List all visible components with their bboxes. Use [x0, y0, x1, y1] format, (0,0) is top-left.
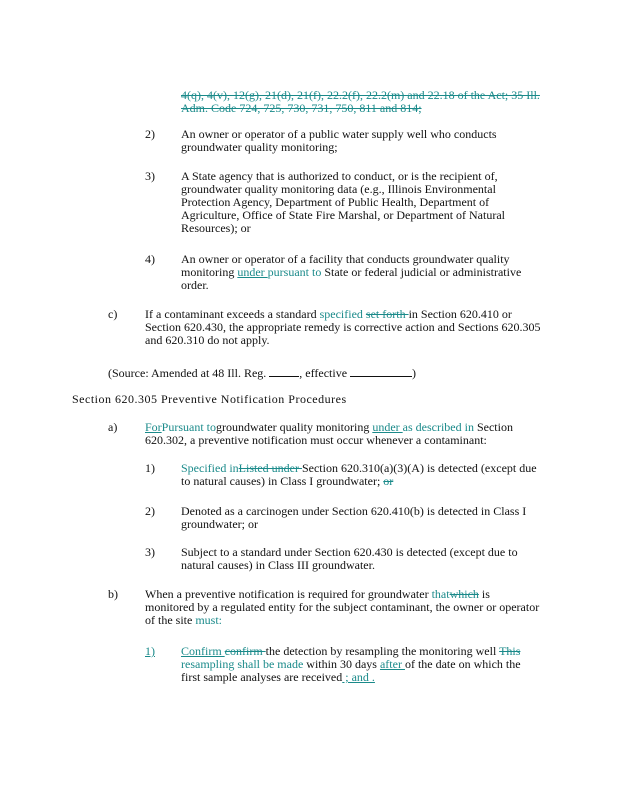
inserted-text: Specified in	[181, 461, 239, 475]
list-item-text: Resources); or	[181, 221, 251, 235]
list-item-text: to natural causes) in Class I groundwater; or	[181, 474, 394, 488]
deleted-text-line: Adm. Code 724, 725, 730, 731, 750, 811 and 814;	[181, 101, 422, 115]
source-note: (Source: Amended at 48 Ill. Reg. , effective )	[108, 366, 417, 380]
list-item-text: An owner or operator of a facility that conducts groundwater quality	[181, 252, 510, 266]
inserted-text: under	[237, 265, 268, 279]
deleted-text: Listed under	[238, 461, 302, 475]
list-item-text: resampling shall be made within 30 days after of the date on which the	[181, 657, 521, 671]
inserted-text: pursuant to	[267, 265, 325, 279]
inserted-text: that	[431, 587, 450, 601]
list-item-text: Protection Agency, Department of Public Health, Department of	[181, 195, 490, 209]
list-number: 1)	[145, 461, 155, 475]
list-item-text: If a contaminant exceeds a standard specified set forth in Section 620.410 or	[145, 307, 512, 321]
list-number: 2)	[145, 127, 155, 141]
list-item-text: monitoring under pursuant to State or federal judicial or administrative	[181, 265, 522, 279]
inserted-text: as described in	[402, 420, 477, 434]
inserted-text: ; and .	[342, 670, 375, 684]
deleted-text: confirm	[224, 644, 266, 658]
deleted-text: or	[383, 474, 394, 488]
list-item-text: natural causes) in Class III groundwater.	[181, 558, 375, 572]
list-number: 3)	[145, 169, 155, 183]
list-number: 3)	[145, 545, 155, 559]
blank-line	[350, 365, 412, 377]
list-item-text: first sample analyses are received ; and .	[181, 670, 375, 684]
list-item-text: Confirm confirm the detection by resampling the monitoring well This	[181, 644, 521, 658]
inserted-text: under	[372, 420, 403, 434]
list-item-text: ForPursuant togroundwater quality monitoring under as described in Section	[145, 420, 513, 434]
list-number: 4)	[145, 252, 155, 266]
deleted-text-line: 4(q), 4(v), 12(g), 21(d), 21(f), 22.2(f), 22.2(m) and 22.18 of the Act; 35 Ill.	[181, 88, 540, 102]
list-item-text: When a preventive notification is required for groundwater thatwhich is	[145, 587, 490, 601]
inserted-text: Confirm	[181, 644, 225, 658]
list-item-text: monitored by a regulated entity for the subject contaminant, the owner or operator	[145, 600, 540, 614]
list-item-text: Section 620.430, the appropriate remedy is corrective action and Sections 620.305	[145, 320, 541, 334]
section-heading: Section 620.305 Preventive Notification Procedures	[72, 392, 347, 406]
list-item-text: 620.302, a preventive notification must occur whenever a contaminant:	[145, 433, 487, 447]
list-item-text: order.	[181, 278, 209, 292]
list-item-text: groundwater quality monitoring data (e.g., Illinois Environmental	[181, 182, 496, 196]
list-item-text: Specified inListed under Section 620.310(a)(3)(A) is detected (except due	[181, 461, 537, 475]
inserted-text: Pursuant to	[161, 420, 217, 434]
deleted-text: which	[449, 587, 479, 601]
deleted-text: This	[499, 644, 521, 658]
list-item-text: An owner or operator of a public water supply well who conducts	[181, 127, 497, 141]
list-item-text: groundwater; or	[181, 517, 258, 531]
deleted-text: set forth	[365, 307, 409, 321]
list-item-text: and 620.310 do not apply.	[145, 333, 270, 347]
inserted-text: specified	[319, 307, 366, 321]
inserted-text: resampling shall be made	[181, 657, 307, 671]
list-item-text: Subject to a standard under Section 620.430 is detected (except due to	[181, 545, 518, 559]
list-item-text: A State agency that is authorized to conduct, or is the recipient of,	[181, 169, 498, 183]
inserted-text: For	[145, 420, 162, 434]
list-item-text: Denoted as a carcinogen under Section 620.410(b) is detected in Class I	[181, 504, 527, 518]
inserted-text: must:	[195, 613, 222, 627]
list-number: a)	[108, 420, 118, 434]
list-item-text: of the site must:	[145, 613, 222, 627]
blank-line	[269, 365, 299, 377]
list-number: 1)	[145, 644, 155, 658]
list-number: c)	[108, 307, 118, 321]
list-number: 2)	[145, 504, 155, 518]
list-item-text: groundwater quality monitoring;	[181, 140, 338, 154]
list-item-text: Agriculture, Office of State Fire Marshal, or Department of Natural	[181, 208, 505, 222]
list-number: b)	[108, 587, 118, 601]
inserted-text: after	[379, 657, 405, 671]
